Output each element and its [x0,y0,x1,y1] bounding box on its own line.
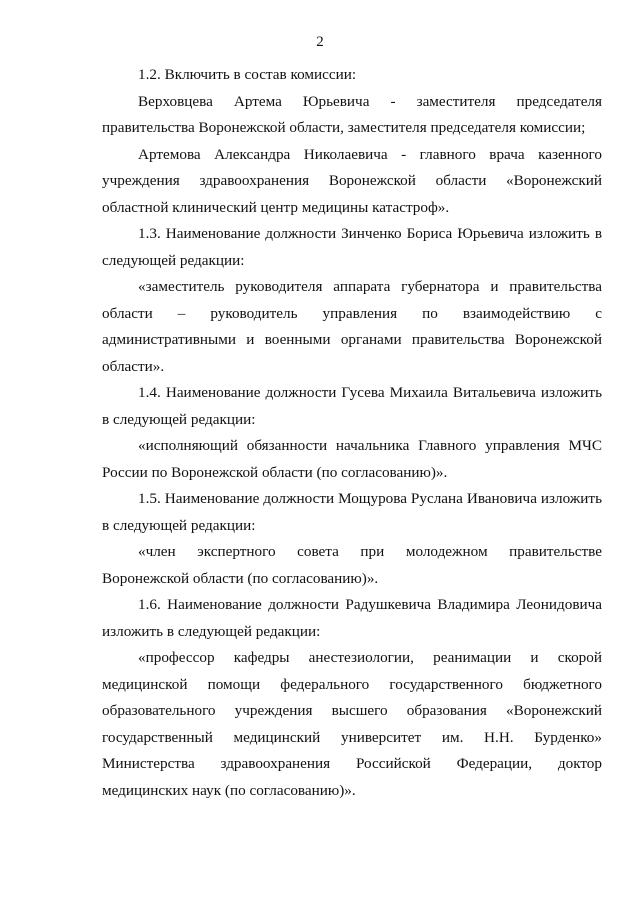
paragraph-gusev-title: «исполняющий обязанности начальника Главного управления МЧС России по Воронежской области (по согласованию)». [102,437,602,481]
paragraph-1-3: 1.3. Наименование должности Зинченко Бориса Юрьевича изложить в следующей редакции: [102,225,602,269]
paragraph-verkhovtsev: Верховцева Артема Юрьевича - заместителя председателя правительства Воронежской области, заместителя председателя комиссии; [102,92,602,136]
paragraph-1-6: 1.6. Наименование должности Радушкевича Владимира Леонидовича изложить в следующей редакции: [102,596,602,640]
paragraph-1-4: 1.4. Наименование должности Гусева Михаила Витальевича изложить в следующей редакции: [102,384,602,428]
document-body [102,62,602,804]
paragraph-artemov: Артемова Александра Николаевича - главного врача казенного учреждения здравоохранения Воронежской области «Воронежский областной клинический центр медицины катастроф». [102,145,602,216]
paragraph-moshchurov-title: «член экспертного совета при молодежном правительстве Воронежской области (по согласованию)». [102,543,602,587]
page-number: 2 [316,34,324,50]
paragraph-1-2: 1.2. Включить в состав комиссии: [138,66,357,83]
paragraph-1-5: 1.5. Наименование должности Мощурова Руслана Ивановича изложить в следующей редакции: [102,490,602,534]
paragraph-zinchenko-title: «заместитель руководителя аппарата губернатора и правительства области – руководитель управления по взаимодействию с административными и военными органами правительства Воронежской области». [102,278,602,375]
paragraph-radushkevich-title: «профессор кафедры анестезиологии, реанимации и скорой медицинской помощи федерального государственного бюджетного образовательного учреждения высшего образования «Воронежский государственный медицинский университет им. Н.Н. Бурденко» Министерства здравоохранения Российской Федерации, доктор медицинских наук (по согласованию)». [102,649,602,799]
